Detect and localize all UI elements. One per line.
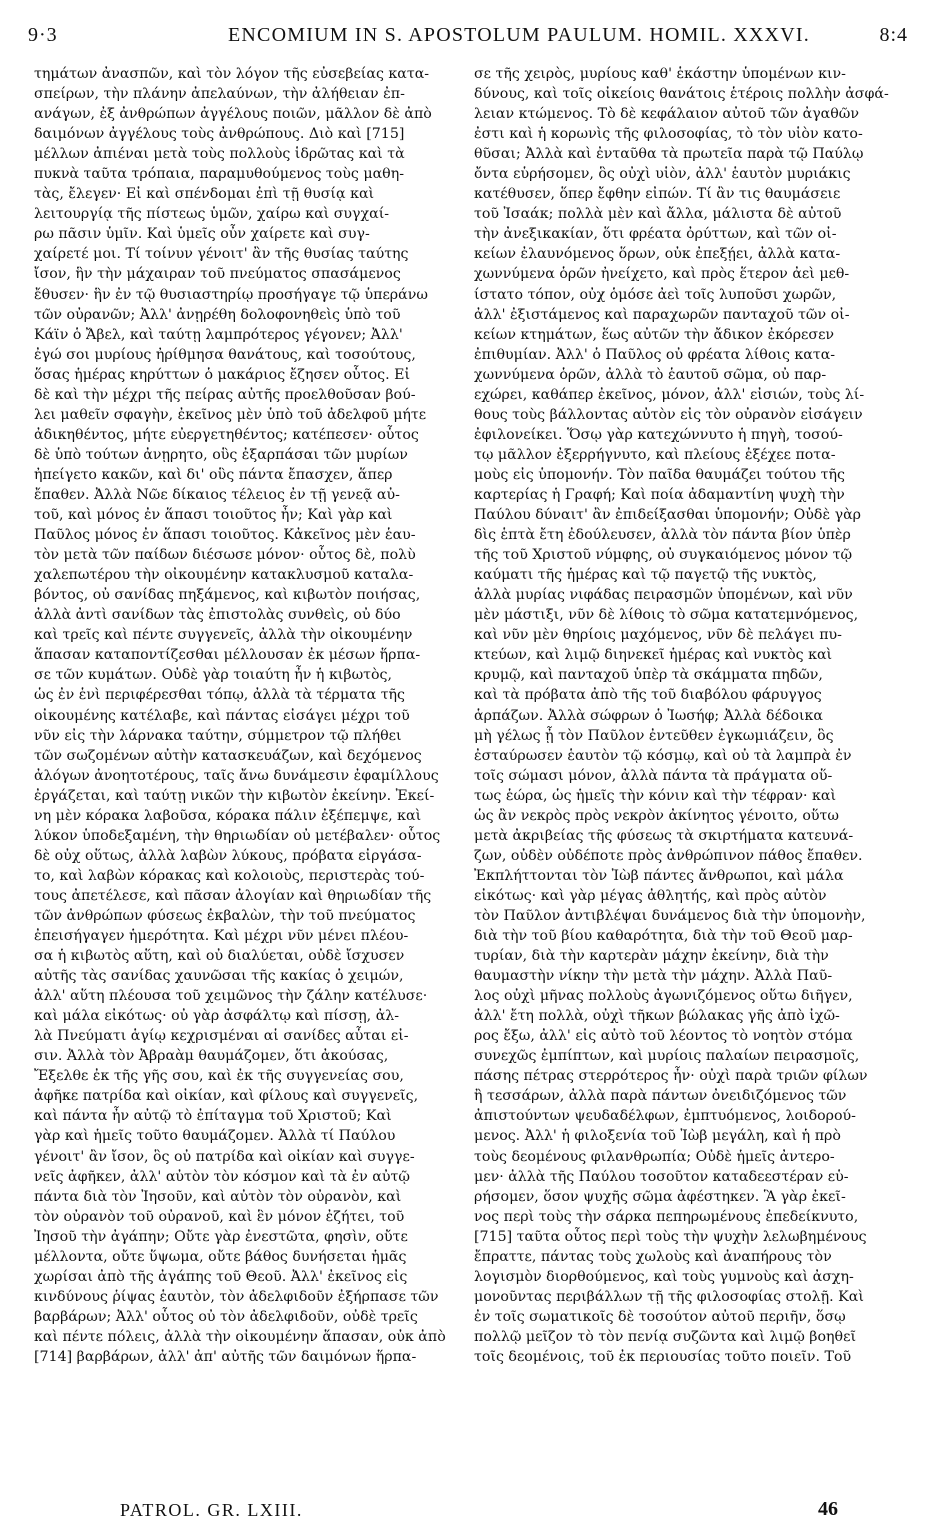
text-line: ἠπείγετο κακῶν, καὶ δι' οὓς πάντα ἔπασχεν, ἅπερ [34, 466, 393, 483]
column-number-right: 8:4 [879, 24, 908, 46]
text-line: δύνους, καὶ τοῖς οἰκείοις θανάτοις ἑτέροις πολλὴν ἀσφά- [474, 86, 889, 103]
text-line: χωννύμενα ὁρῶν ἠνείχετο, καὶ πρὸς ἕτερον ἀεὶ μεθ- [474, 266, 850, 283]
text-line: κρυμῷ, καὶ πανταχοῦ ὑπὲρ τὰ σκάμματα πηδῶν, [474, 667, 823, 684]
text-line: θῦσαι; Ἀλλὰ καὶ ἐνταῦθα τὰ πρωτεῖα παρὰ τῷ Παύλῳ [474, 146, 864, 163]
text-line: αὐτῆς τὰς σανίδας χαυνῶσαι τῆς κακίας ὁ χειμών, [34, 968, 404, 985]
text-line: ἴσον, ἣν τὴν μάχαιραν τοῦ πνεύματος σπασάμενος [34, 266, 401, 283]
text-line: μοὺς εἰς ὑπομονήν. Τὸν παῖδα θαυμάζει τούτου τῆς [474, 466, 845, 483]
text-line: ἐστι καὶ ἡ κορωνὶς τῆς φιλοσοφίας, τὸ τὸν υἱὸν κατο- [474, 126, 863, 143]
text-line: τῳ μᾶλλον ἐξερρήγνυτο, καὶ πλείους ἐξέχεε ποτα- [474, 446, 836, 463]
text-line: πάντα διὰ τὸν Ἰησοῦν, καὶ αὐτὸν τὸν οὐρανὸν, καὶ [34, 1188, 402, 1205]
text-line: ρος ἔξω, ἀλλ' εἰς αὐτὸ τοῦ λέοντος τὸ νοητὸν στόμα [474, 1028, 853, 1045]
text-line: ανάγων, ἐξ ἀνθρώπων ἀγγέλους ποιῶν, μᾶλλον δὲ ἀπὸ [34, 106, 432, 123]
text-line: κείων κτημάτων, ἕως αὐτῶν τὴν ἄδικον ἐκόρεσεν [474, 326, 835, 343]
text-line: κινδύνους ῥίψας ἑαυτὸν, τὸν ἀδελφιδοῦν ἐξήρπασε τῶν [34, 1288, 439, 1305]
text-line: ρω πᾶσιν ὑμῖν. Καὶ ὑμεῖς οὖν χαίρετε καὶ συγ- [34, 226, 370, 243]
text-line: ἔπραττε, πάντας τοὺς χωλοὺς καὶ ἀναπήρους τὸν [474, 1248, 832, 1265]
text-line: τῶν οὐρανῶν; Ἀλλ' ἀνῃρέθη δολοφονηθεὶς ὑπὸ τοῦ [34, 306, 401, 323]
text-line: μεν· ἀλλὰ τῆς Παύλου τοσοῦτον καταδεεστέραν εὑ- [474, 1168, 849, 1185]
text-line: ἅπασαν καταποντίζεσθαι μέλλουσαν ἐκ μέσων ἥρπα- [34, 647, 421, 664]
text-line: δὲ οὐχ οὕτως, ἀλλὰ λαβὼν λύκους, πρόβατα εἰργάσα- [34, 847, 422, 864]
text-line: ἁρπάζων. Ἀλλὰ σώφρων ὁ Ἰωσήφ; Ἀλλὰ δέδοικα [474, 707, 824, 724]
page-title: ENCOMIUM IN S. APOSTOLUM PAULUM. HOMIL. XXXVI. [228, 24, 810, 46]
text-line: διὰ τὴν τοῦ βίου καθαρότητα, διὰ τὴν τοῦ Θεοῦ μαρ- [474, 928, 853, 945]
text-line: τῆς τοῦ Χριστοῦ νύμφης, οὐ συγκαιόμενος μόνον τῷ [474, 547, 853, 564]
text-line: λὰ Πνεύματι ἁγίῳ κεχρισμέναι αἱ σανίδες αὗται εἰ- [34, 1028, 409, 1045]
text-line: μέλλοντα, οὔτε ὕψωμα, οὔτε βάθος δυνήσεται ἡμᾶς [34, 1248, 407, 1265]
text-line: λειαν κτώμενος. Τὸ δὲ κεφάλαιον αὐτοῦ τῶν ἀγαθῶν [474, 106, 859, 123]
text-line: τως ἑώρα, ὡς ἡμεῖς τὴν κόνιν καὶ τὴν τέφραν· καὶ [474, 787, 837, 804]
text-line: λύκον ὑποδεξαμένη, τὴν θηριωδίαν οὐ μετέβαλεν· οὗτος [34, 827, 441, 844]
text-line: σα ἡ κιβωτὸς αὕτη, καὶ οὐ διαλύεται, οὐδὲ ἴσχυσεν [34, 948, 405, 965]
text-line: βόντος, οὐ σανίδας πηξάμενος, καὶ κιβωτὸν ποιήσας, [34, 587, 421, 604]
text-line: Ἰησοῦ τὴν ἀγάπην; Οὔτε γὰρ ἐνεστῶτα, φησὶν, οὔτε [34, 1228, 408, 1245]
text-line: νη μὲν κόρακα λαβοῦσα, κόρακα πάλιν ἐξέπεμψε, καὶ [34, 807, 422, 824]
text-line: χαλεπωτέρου τὴν οἰκουμένην κατακλυσμοῦ καταλα- [34, 567, 414, 584]
text-line: ἐγώ σοι μυρίους ἠρίθμησα θανάτους, καὶ τοσούτους, [34, 346, 416, 363]
text-line: σε τῆς χειρὸς, μυρίους καθ' ἑκάστην ὑπομένων κιν- [474, 66, 846, 82]
text-line: τοὺς δεομένους φιλανθρωπία; Οὐδὲ ἡμεῖς ἀντερο- [474, 1148, 835, 1165]
text-line: [714] βαρβάρων, ἀλλ' ἀπ' αὐτῆς τῶν δαιμόνων ἥρπα- [34, 1349, 417, 1365]
text-line: ἀλλὰ μυρίας νιφάδας πειρασμῶν ὑπομένων, καὶ νῦν [474, 587, 853, 604]
text-line: τοῦ, καὶ μόνος ἐν ἅπασι τοιοῦτος ἦν; Καὶ γὰρ καὶ [34, 507, 393, 524]
text-line: ρήσομεν, ὅσον ψυχῆς σῶμα ἀφέστηκεν. Ἃ γὰρ ἐκεῖ- [474, 1188, 846, 1205]
text-line: εἰκότως· καὶ γὰρ μέγας ἀθλητής, καὶ πρὸς αὐτὸν [474, 887, 827, 904]
text-line: δαιμόνων ἀγγέλους τοὺς ἀνθρώπους. Διὸ καὶ [715] [34, 126, 405, 143]
text-line: ἀφῆκε πατρίδα καὶ οἰκίαν, καὶ φίλους καὶ συγγενεῖς, [34, 1088, 419, 1105]
text-line: δὲ ὑπὸ τούτων ἀνῃρητο, οὓς ἐξαρπάσαι τῶν μυρίων [34, 446, 408, 463]
text-line: πάσης πέτρας στερρότερος ἦν· οὐχὶ παρὰ τριῶν φίλων [474, 1068, 868, 1085]
text-line: νεῖς ἀφῆκεν, ἀλλ' αὐτὸν τὸν κόσμον καὶ τὰ ἐν αὐτῷ [34, 1168, 410, 1185]
text-line: καύματι τῆς ἡμέρας καὶ τῷ παγετῷ τῆς νυκτὸς, [474, 567, 817, 584]
text-line: γένοιτ' ἂν ἴσον, ὃς οὐ πατρίδα καὶ οἰκίαν καὶ συγγε- [34, 1148, 415, 1165]
text-line: ὡς ἂν νεκρὸς πρὸς νεκρὸν ἀκίνητος γένοιτο, οὕτω [474, 807, 839, 824]
text-line: ἔθυσεν· ἣν ἐν τῷ θυσιαστηρίῳ προσήγαγε τῷ ὑπεράνω [34, 286, 428, 303]
text-line: ἢ τεσσάρων, ἀλλὰ παρὰ πάντων ὀνειδιζόμενος τῶν [474, 1088, 847, 1105]
text-line: Κάϊν ὁ Ἄβελ, καὶ ταύτῃ λαμπρότερος γέγονεν; Ἀλλ' [34, 326, 403, 343]
text-line: σιν. Ἀλλὰ τὸν Ἀβραὰμ θαυμάζομεν, ὅτι ἀκούσας, [34, 1048, 389, 1065]
text-line: σπείρων, τὴν πλάνην ἀπελαύνων, τὴν ἀλήθειαν ἐπ- [34, 86, 405, 103]
right-column-text [474, 64, 906, 1367]
text-line: κατέθυσεν, ὅπερ ἔφθην εἰπών. Τί ἂν τις θαυμάσειε [474, 186, 841, 203]
text-line: ἀλλ' ἐξιστάμενος καὶ παραχωρῶν πανταχοῦ τῶν οἰ- [474, 306, 850, 323]
text-line: καὶ πάντα ἦν αὐτῷ τὸ ἐπίταγμα τοῦ Χριστοῦ; Καὶ [34, 1108, 392, 1125]
text-line: εχώρει, καθάπερ ἐκεῖνος, μόνον, ἀλλ' εἰσιών, τοὺς λί- [474, 386, 865, 403]
text-line: ἀλλὰ ἀντὶ σανίδων τὰς ἐπιστολὰς συνθεὶς, οὐ δύο [34, 607, 401, 624]
text-line: τῶν σωζομένων αὐτὴν κατασκευάζων, καὶ δεχόμενος [34, 747, 422, 764]
text-line: πολλῷ μεῖζον τὸ τὸν πενίᾳ συζῶντα καὶ λιμῷ βοηθεῖ [474, 1328, 857, 1345]
text-line: ἐπεισήγαγεν ἡμερότητα. Καὶ μέχρι νῦν μένει πλέου- [34, 928, 409, 945]
text-line: χαίρετέ μοι. Τί τοίνυν γένοιτ' ἂν τῆς θυσίας ταύτης [34, 246, 409, 263]
running-header [28, 14, 908, 54]
text-line: καὶ τὰ πρόβατα ἀπὸ τῆς τοῦ διαβόλου φάρυγγος [474, 687, 822, 704]
text-line: οἰκουμένης κατέλαβε, καὶ πάντας εἰσάγει μέχρι τοῦ [34, 707, 410, 724]
text-line: μὴ γέλως ᾖ τὸν Παῦλον ἐντεῦθεν ἐγκωμιάζειν, ὃς [474, 727, 834, 744]
text-line: ἀδικηθέντος, μήτε εὐεργετηθέντος; κατέπεσεν· οὗτος [34, 426, 419, 443]
text-line: γὰρ καὶ ἡμεῖς τοῦτο θαυμάζομεν. Ἀλλὰ τί Παύλου [34, 1128, 396, 1145]
text-line: ἐν τοῖς σωματικοῖς δὲ τοσούτον αὐτοῦ περιῆν, ὅσῳ [474, 1308, 846, 1325]
text-line: τὰς, ἔλεγεν· Εἰ καὶ σπένδομαι ἐπὶ τῇ θυσίᾳ καὶ [34, 186, 375, 203]
column-number-left: 9·3 [28, 24, 58, 46]
text-line: μονοῦντας περιβάλλων τῇ τῆς φιλοσοφίας στολῇ. Καὶ [474, 1288, 864, 1305]
footer-signature-number: 46 [818, 1498, 838, 1520]
text-line: τοῦ Ἰσαάκ; πολλὰ μὲν καὶ ἄλλα, μάλιστα δὲ αὐτοῦ [474, 206, 842, 223]
left-column-text [34, 64, 454, 1367]
text-line: καὶ μάλα εἰκότως· οὐ γὰρ ἀσφάλτῳ καὶ πίσσῃ, ἀλ- [34, 1008, 400, 1025]
text-line: καρτερίας ἡ Γραφή; Καὶ ποία ἀδαμαντίνη ψυχὴ τὴν [474, 486, 845, 503]
text-line: Ἐκπλήττονται τὸν Ἰὼβ πάντες ἄνθρωποι, καὶ μάλα [474, 867, 844, 884]
text-line: ἐπιθυμίαν. Ἀλλ' ὁ Παῦλος οὐ φρέατα λίθοις κατα- [474, 346, 836, 363]
text-line: ὅσας ἡμέρας κηρύττων ὁ μακάριος ἔζησεν οὗτος. Εἰ [34, 366, 411, 383]
text-line: θους τοὺς βάλλοντας αὐτὸν εἰς τὸν οὐρανὸν εἰσάγειν [474, 406, 863, 423]
text-line: μέλλων ἀπιέναι μετὰ τοὺς πολλοὺς ἱδρῶτας καὶ τὰ [34, 146, 405, 163]
text-line: μὲν μάστιξι, νῦν δὲ λίθοις τὸ σῶμα κατατεμνόμενος, [474, 607, 859, 624]
text-line: καὶ τρεῖς καὶ πέντε συγγενεῖς, ἀλλὰ τὴν οἰκουμένην [34, 627, 413, 644]
text-line: τοῖς δεομένοις, τοῦ ἐκ περιουσίας τοῦτο ποιεῖν. Τοῦ [474, 1349, 852, 1365]
text-line: χωρίσαι ἀπὸ τῆς ἀγάπης τοῦ Θεοῦ. Ἀλλ' ἐκεῖνος εἰς [34, 1268, 408, 1285]
text-line: κτεύων, καὶ λιμῷ διηνεκεῖ ἡμέρας καὶ νυκτὸς καὶ [474, 647, 833, 664]
text-line: πυκνὰ ταῦτα τρόπαια, παραμυθούμενος τοὺς μαθη- [34, 166, 405, 183]
footer-series-label: PATROL. GR. LXIII. [120, 1500, 303, 1520]
text-line: δὶς ἑπτὰ ἔτη ἐδούλευσεν, ἀλλὰ τὸν πάντα βίον ὑπὲρ [474, 527, 851, 544]
text-line: ἀλλ' αὕτη πλέουσα τοῦ χειμῶνος τὴν ζάλην κατέλυσε· [34, 988, 428, 1005]
text-line: ἐσταύρωσεν ἑαυτὸν τῷ κόσμῳ, καὶ οὐ τὰ λαμπρὰ ἐν [474, 747, 852, 764]
text-line: λειτουργίᾳ τῆς πίστεως ὑμῶν, χαίρω καὶ συγχαί- [34, 206, 390, 223]
text-line: ὡς ἐν ἑνὶ περιφέρεσθαι τόπῳ, ἀλλὰ τὰ τέρματα τῆς [34, 687, 405, 704]
text-line: τῶν ἀνθρώπων φύσεως ἐκβαλὼν, τὴν τοῦ πνεύματος [34, 907, 416, 924]
text-line: ἀλλ' ἔτη πολλὰ, οὐχὶ τῆκων βώλακας γῆς ἀπὸ ἰχῶ- [474, 1008, 840, 1025]
text-line: μενος. Ἀλλ' ἡ φιλοξενία τοῦ Ἰὼβ μεγάλη, καὶ ἡ πρὸ [474, 1128, 841, 1145]
text-line: τους ἀπετέλεσε, καὶ πᾶσαν ἀλογίαν καὶ θηριωδίαν τῆς [34, 887, 432, 904]
text-line: ὄντα εὑρήσομεν, ὃς οὐχὶ υἱὸν, ἀλλ' ἑαυτὸν μυριάκις [474, 166, 851, 183]
text-line: τὸν οὐρανὸν τοῦ οὐρανοῦ, καὶ ἓν μόνον ἐζήτει, τοῦ [34, 1208, 405, 1225]
text-line: νος περὶ τοὺς τὴν σάρκα πεπηρωμένους ἐπεδείκνυτο, [474, 1208, 859, 1225]
text-line: συνεχῶς ἐμπίπτων, καὶ μυρίοις παλαίων πειρασμοῖς, [474, 1048, 860, 1065]
text-line: ἀλόγων ἀνοητοτέρους, ταῖς ἄνω δυνάμεσιν ἐφαμίλλους [34, 767, 439, 784]
text-line: σε τῶν κυμάτων. Οὐδὲ γὰρ τοιαύτη ἦν ἡ κιβωτὸς, [34, 667, 392, 684]
text-line: λος οὐχὶ μῆνας πολλοὺς ἀγωνιζόμενος οὕτω διῆγεν, [474, 988, 853, 1005]
text-line: τὸν μετὰ τῶν παίδων διέσωσε μόνον· οὗτος δὲ, πολὺ [34, 547, 416, 564]
text-line: ἀπιστούντων ψευδαδέλφων, ἐμπτυόμενος, λοιδορού- [474, 1108, 856, 1125]
text-line: χωννύμενα ὁρῶν, ἀλλὰ τὸ ἑαυτοῦ σῶμα, οὐ παρ- [474, 366, 827, 383]
text-line: καὶ πέντε πόλεις, ἀλλὰ τὴν οἰκουμένην ἅπασαν, οὐκ ἀπὸ [34, 1328, 446, 1345]
text-line: ἐφιλονείκει. Ὅσῳ γὰρ κατεχώννυτο ἡ πηγὴ, τοσού- [474, 426, 843, 443]
text-line: τυρίαν, διὰ τὴν καρτερὰν μάχην ἐκείνην, διὰ τὴν [474, 948, 829, 965]
text-line: Παῦλος μόνος ἐν ἅπασι τοιοῦτος. Κἀκεῖνος μὲν ἑαυ- [34, 527, 416, 544]
text-line: τημάτων ἀνασπῶν, καὶ τὸν λόγον τῆς εὐσεβείας κατα- [34, 66, 430, 82]
text-line: ζων, οὐδὲν οὐδέποτε πρὸς ἀνθρώπινον πάθος ἔπαθεν. [474, 847, 863, 864]
text-line: ἔπαθεν. Ἀλλὰ Νῶε δίκαιος τέλειος ἐν τῇ γενεᾷ αὐ- [34, 486, 400, 503]
text-line: [715] ταῦτα οὗτος περὶ τοὺς τὴν ψυχὴν λελωβημένους [474, 1228, 867, 1245]
text-line: βαρβάρων; Ἀλλ' οὗτος οὐ τὸν ἀδελφιδοῦν, οὐδὲ τρεῖς [34, 1308, 418, 1325]
text-line: καὶ νῦν μὲν θηρίοις μαχόμενος, νῦν δὲ πελάγει πυ- [474, 627, 842, 644]
text-line: δὲ καὶ τὴν μέχρι τῆς πείρας αὐτῆς προελθοῦσαν βού- [34, 386, 416, 403]
text-line: κείων ἐλαυνόμενος ὅρων, οὐκ ἐπεξῄει, ἀλλὰ κατα- [474, 246, 841, 263]
text-line: ίστατο τόπον, οὐχ ὁμόσε ἀεὶ τοῖς λυποῦσι χωρῶν, [474, 286, 837, 303]
text-line: νῦν εἰς τὴν λάρνακα ταύτην, σύμμετρον τῷ πλήθει [34, 727, 402, 744]
text-line: τὴν ἀνεξικακίαν, ὅτι φρέατα ὀρύττων, καὶ τῶν οἰ- [474, 226, 837, 243]
text-line: το, καὶ λαβὼν κόρακας καὶ κολοιοὺς, περιστερὰς τού- [34, 867, 425, 884]
text-line: τὸν Παῦλον ἀντιβλέψαι δυνάμενος διὰ τὴν ὑπομονὴν, [474, 907, 866, 924]
text-line: Παύλου δύναιτ' ἂν ἐπιδείξασθαι ὑπομονήν; Οὐδὲ γὰρ [474, 507, 861, 524]
text-line: ἐργάζεται, καὶ ταύτῃ νικῶν τὴν κιβωτὸν ἐκείνην. Ἐκεί- [34, 787, 435, 804]
text-line: τοῖς σώμασι μόνον, ἀλλὰ πάντα τὰ πράγματα οὕ- [474, 767, 833, 784]
text-line: λογισμὸν διορθούμενος, καὶ τοὺς γυμνοὺς καὶ ἀσχη- [474, 1268, 854, 1285]
text-line: Ἔξελθε ἐκ τῆς γῆς σου, καὶ ἐκ τῆς συγγενείας σου, [34, 1068, 404, 1085]
text-line: μετὰ ἀκριβείας τῆς φύσεως τὰ σκιρτήματα κατευνά- [474, 827, 854, 844]
text-line: θαυμαστὴν νίκην τὴν μετὰ τὴν μάχην. Ἀλλὰ Παῦ- [474, 968, 833, 985]
text-line: λει μαθεῖν σφαγὴν, ἐκεῖνος μὲν ὑπὸ τοῦ ἀδελφοῦ μήτε [34, 406, 427, 423]
